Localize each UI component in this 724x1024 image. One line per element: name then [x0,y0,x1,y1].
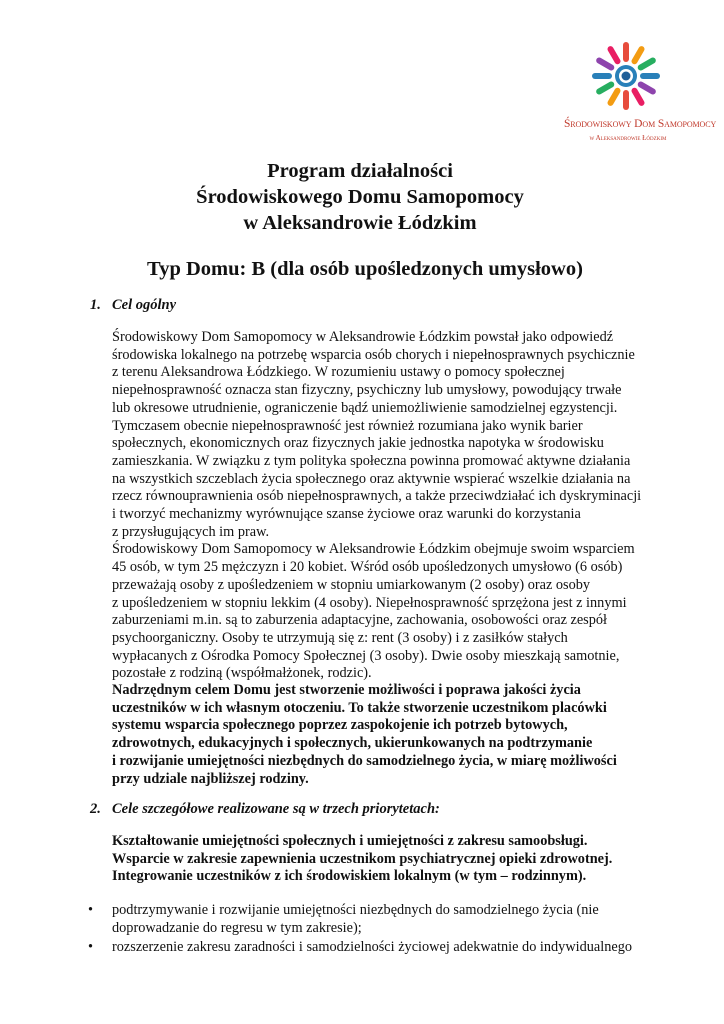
section-1-heading [90,296,176,315]
logo-arm [595,80,615,95]
logo-arm [606,45,621,65]
bullet-icon: • [88,902,94,918]
logo-arm [595,56,615,71]
section-2-heading [90,800,440,819]
logo-arm [630,45,645,65]
goals-bullet-list [88,902,658,959]
list-item-text: podtrzymywanie i rozwijanie umiejętności niezbędnych do samodzielnego życia (nie doprowadzanie do regresu w tym zakresie); [112,902,599,936]
section-1-paragraph-2: Nadrzędnym celem Domu jest stworzenie możliwości i poprawa jakości życia uczestników w ich własnym otoczeniu. To także stworzenie uczestnikom placówki systemu wsparcia społecznego poprzez zaspokojenie ich potrzeb bytowych, zdrowotnych, edukacyjnych i społecznych, ukierunkowanych na podtrzymanie i rozwijanie umiejętności niezbędnych do samodzielnego życia, w miarę możliwości przy udziale najbliższej rodziny. [112,682,617,787]
logo-arm [637,56,657,71]
list-item [88,902,658,937]
section-1-paragraph-1: Środowiskowy Dom Samopomocy w Aleksandrowie Łódzkim powstał jako odpowiedź środowiska lokalnego na potrzebę wsparcia osób chorych i niepełnosprawnych psychicznie z terenu Aleksandrowa Łódzkiego. W rozumieniu ustawy o pomocy społecznej niepełnosprawność oznacza stan fizyczny, psychiczny lub umysłowy, powodujący trwałe lub okresowe utrudnienie, ograniczenie bądź uniemożliwienie samodzielnej egzystencji. Tymczasem obecnie niepełnosprawność jest również rozumiana jako wynik barier społecznych, ekonomicznych oraz fizycznych jakie jednostka napotyka w środowisku zamieszkania. W związku z tym polityka społeczna powinna promować aktywne działania na wszystkich szczeblach życia społecznego oraz aktywnie wspierać wszelkie działania na rzecz równouprawnienia osób niepełnosprawnych, a także przeciwdziałać ich dyskryminacji i tworzyć mechanizmy wyrównujące szanse życiowe oraz warunki do korzystania z przysługujących im praw. Środowiskowy Dom Samopomocy w Aleksandrowie Łódzkim obejmuje swoim wsparciem 45 osób, w tym 25 mężczyzn i 20 kobiet. Wśród osób upośledzonych umysłowo (6 osób) przeważają osoby z upośledzeniem w stopniu umiarkowanym (2 osoby) oraz osoby z upośledzeniem w stopniu lekkim (4 osoby). Niepełnosprawność sprzężona jest z innymi zaburzeniami m.in. są to zaburzenia adaptacyjne, zachowania, osobowości oraz zespół psychoorganiczny. Osoby te utrzymują się z: rent (3 osoby) i z zasiłków stałych wypłacanych z Ośrodka Pomocy Społecznej (3 osoby). Dwie osoby mieszkają samotnie, pozostałe z rodziną (współmałżonek, rodzic). [112,329,642,682]
logo-arm [637,80,657,95]
list-item-text: rozszerzenie zakresu zaradności i samodzielności życiowej adekwatnie do indywidualnego [112,939,633,956]
document-title-line-3: w Aleksandrowie Łódzkim [243,212,477,234]
house-type-heading: Typ Domu: B (dla osób upośledzonych umysłowo) [147,258,583,280]
document-title-line-2: Środowiskowego Domu Samopomocy [196,186,524,208]
logo-arm [592,73,612,79]
logo-subtitle: w Aleksandrowie Łódzkim [589,134,667,142]
bullet-icon: • [88,939,94,956]
logo-arm [640,73,660,79]
section-2-number: 2. [90,801,101,817]
logo-emblem-icon [588,38,664,114]
section-2-title: Cele szczegółowe realizowane są w trzech priorytetach: [112,801,440,817]
logo-arm [606,87,621,107]
section-2-priorities: Kształtowanie umiejętności społecznych i umiejętności z zakresu samoobsługi. Wsparcie w zakresie zapewnienia uczestnikom psychiatrycznej opieki zdrowotnej. Integrowanie uczestników z ich środowiskiem lokalnym (w tym – rodzinnym). [112,833,613,885]
logo-arm [623,42,629,62]
section-1-title: Cel ogólny [112,297,177,313]
logo-arm [630,87,645,107]
section-1-number: 1. [90,297,101,313]
organization-logo [562,38,717,148]
document-title-line-1: Program działalności [267,160,453,182]
logo-arm [623,90,629,110]
list-item [88,939,658,957]
logo-name: Środowiskowy Dom Samopomocy [564,118,717,130]
